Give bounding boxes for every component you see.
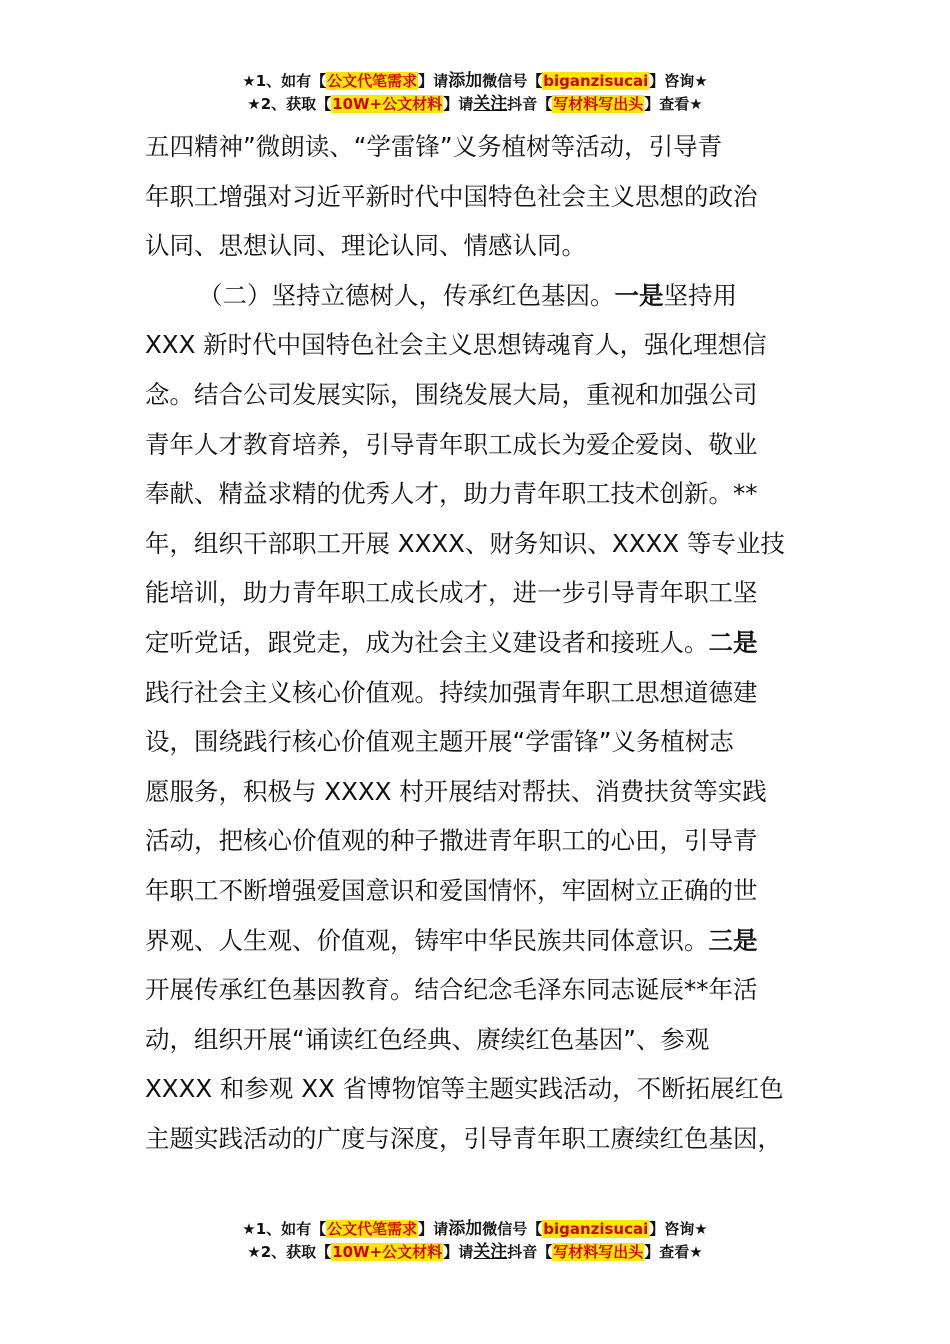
highlight-douyin: 写材料写出头 — [553, 95, 644, 113]
text-line: 设，围绕践行核心价值观主题开展“学雷锋”义务植树志 — [145, 727, 734, 757]
point-marker: 三是 — [708, 925, 758, 955]
text-line: 动，组织开展“诵读红色经典、赓续红色基因”、参观 — [145, 1024, 710, 1054]
text-line: 能培训，助力青年职工成长成才，进一步引导青年职工坚 — [145, 578, 758, 608]
text-line: 活动，把核心价值观的种子撒进青年职工的心田，引导青 — [145, 826, 758, 856]
text-line: 年，组织干部职工开展 XXXX、财务知识、XXXX 等专业技 — [145, 528, 785, 558]
highlight-service: 公文代笔需求 — [327, 72, 418, 90]
text-line: 年职工不断增强爱国意识和爱国情怀，牢固树立正确的世 — [145, 875, 758, 905]
banner-text: ★1、如有【 — [242, 1220, 327, 1238]
highlight-service: 公文代笔需求 — [327, 1220, 418, 1238]
text-line: 主题实践活动的广度与深度，引导青年职工赓续红色基因， — [145, 1123, 782, 1153]
banner-text: 】咨询★ — [649, 1220, 708, 1238]
text-line: 念。结合公司发展实际，围绕发展大局，重视和加强公司 — [145, 379, 758, 409]
highlight-materials: 10W+公文材料 — [332, 1243, 443, 1261]
text-line: 青年人才教育培养，引导青年职工成长为爱企爱岗、敬业 — [145, 429, 758, 459]
text-line: 年职工增强对习近平新时代中国特色社会主义思想的政治 — [145, 181, 758, 211]
section-heading: （二）坚持立德树人，传承红色基因。 — [198, 280, 615, 310]
point-marker: 二是 — [708, 627, 758, 657]
text-line: 奉献、精益求精的优秀人才，助力青年职工技术创新。** — [145, 479, 758, 509]
emphasis-text: 关注 — [473, 94, 508, 114]
emphasis-text: 关注 — [473, 1242, 508, 1262]
banner-text: 】请 — [443, 95, 474, 113]
emphasis-text: 添加 — [448, 1219, 483, 1239]
banner-text: 】查看★ — [644, 1243, 703, 1261]
text-line — [145, 916, 810, 966]
banner-line-2 — [0, 1241, 950, 1264]
banner-text: 】咨询★ — [649, 72, 708, 90]
text-line: 愿服务，积极与 XXXX 村开展结对帮扶、消费扶贫等实践 — [145, 776, 767, 806]
banner-line-1 — [0, 70, 950, 93]
banner-text: 微信号【 — [482, 1220, 543, 1238]
text-run: 定听党话，跟党走，成为社会主义建设者和接班人。 — [145, 627, 709, 657]
text-line: XXX 新时代中国特色社会主义思想铸魂育人，强化理想信 — [145, 330, 767, 360]
highlight-douyin: 写材料写出头 — [553, 1243, 644, 1261]
text-line — [145, 618, 810, 668]
banner-line-1 — [0, 1218, 950, 1241]
banner-text: 】请 — [418, 1220, 449, 1238]
emphasis-text: 添加 — [448, 71, 483, 91]
text-run: 坚持用 — [663, 280, 737, 310]
section-heading-line — [145, 271, 810, 321]
banner-text: ★2、获取【 — [247, 95, 332, 113]
banner-text: ★2、获取【 — [247, 1243, 332, 1261]
banner-text: 微信号【 — [482, 72, 543, 90]
banner-text: 抖音【 — [507, 1243, 553, 1261]
banner-text: 抖音【 — [507, 95, 553, 113]
banner-text: ★1、如有【 — [242, 72, 327, 90]
text-line: 五四精神”微朗读、“学雷锋”义务植树等活动，引导青 — [145, 132, 723, 161]
document-body — [145, 122, 810, 1163]
footer-banner — [0, 1218, 950, 1264]
text-run: 界观、人生观、价值观，铸牢中华民族共同体意识。 — [145, 925, 709, 955]
banner-line-2 — [0, 93, 950, 116]
banner-text: 】查看★ — [644, 95, 703, 113]
text-line: 开展传承红色基因教育。结合纪念毛泽东同志诞辰**年活 — [145, 975, 758, 1005]
highlight-materials: 10W+公文材料 — [332, 95, 443, 113]
highlight-wechat-id: biganzisucai — [543, 72, 649, 90]
banner-text: 】请 — [443, 1243, 474, 1261]
text-line: XXXX 和参观 XX 省博物馆等主题实践活动，不断拓展红色 — [145, 1074, 784, 1104]
text-line: 认同、思想认同、理论认同、情感认同。 — [145, 231, 586, 261]
text-line: 践行社会主义核心价值观。持续加强青年职工思想道德建 — [145, 677, 758, 707]
point-marker: 一是 — [614, 280, 664, 310]
header-banner — [0, 70, 950, 116]
banner-text: 】请 — [418, 72, 449, 90]
highlight-wechat-id: biganzisucai — [543, 1220, 649, 1238]
